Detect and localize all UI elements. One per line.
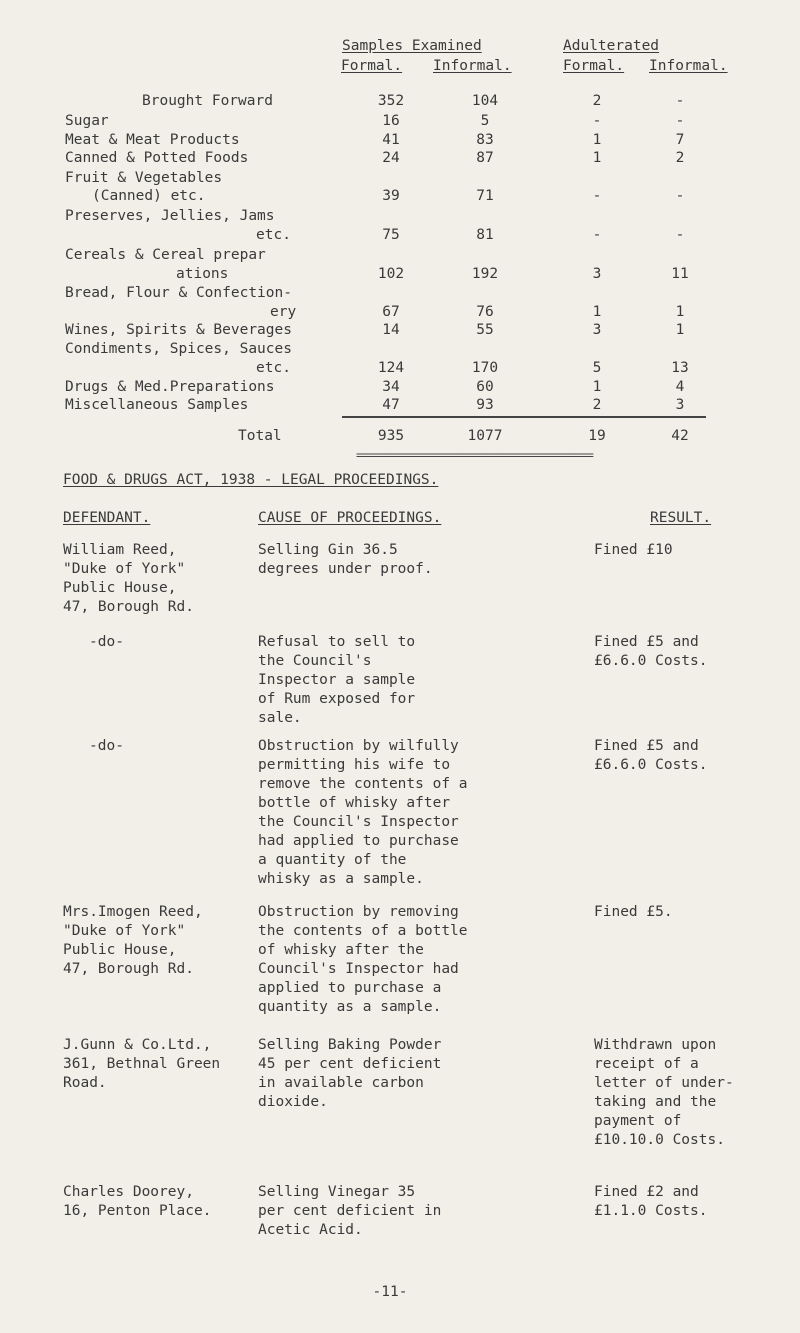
cell-samples-informal: 71 (476, 188, 494, 204)
case-cause: Selling Baking Powder 45 per cent deficient in available carbon dioxide. (258, 1037, 442, 1110)
case-cause: Obstruction by wilfully permitting his wife to remove the contents of a bottle of whisky after the Council's Inspector had applied to purchase a quantity of the whisky as a sample. (258, 738, 468, 887)
row-label: Miscellaneous Samples (65, 397, 249, 413)
case-defendant: William Reed, "Duke of York" Public House, 47, Borough Rd. (63, 542, 194, 615)
cell-samples-formal: 67 (382, 304, 400, 320)
cell-adulterated-informal: - (675, 93, 685, 109)
cell-adulterated-informal: 1 (675, 304, 685, 320)
cell-adulterated-formal: 2 (592, 93, 602, 109)
total-label: Total (238, 428, 282, 444)
header-adulterated-formal: Formal. (563, 58, 625, 74)
cell-adulterated-formal: 1 (592, 132, 602, 148)
case-result: Fined £5 and £6.6.0 Costs. (594, 634, 708, 669)
cell-adulterated-informal: - (675, 227, 685, 243)
cell-samples-formal: 14 (382, 322, 400, 338)
total-samples-informal: 1077 (467, 428, 503, 444)
total-adulterated-formal: 19 (588, 428, 606, 444)
total-adulterated-informal: 42 (671, 428, 689, 444)
case-defendant: Charles Doorey, 16, Penton Place. (63, 1184, 212, 1219)
cell-adulterated-informal: 1 (675, 322, 685, 338)
total-samples-formal: 935 (377, 428, 405, 444)
cell-samples-formal: 124 (377, 360, 405, 376)
double-rule: ========================================== (356, 448, 593, 462)
cell-adulterated-formal: 2 (592, 397, 602, 413)
row-label-continued: ery (270, 304, 297, 320)
row-label: Cereals & Cereal prepar (65, 247, 266, 263)
cell-adulterated-informal: - (675, 188, 685, 204)
case-cause: Selling Vinegar 35 per cent deficient in Acetic Acid. (258, 1184, 442, 1238)
header-samples-formal: Formal. (341, 58, 403, 74)
header-samples-informal: Informal. (433, 58, 512, 74)
cell-adulterated-informal: 7 (675, 132, 685, 148)
row-label-continued: etc. (256, 360, 291, 376)
case-defendant: J.Gunn & Co.Ltd., 361, Bethnal Green Road. (63, 1037, 221, 1091)
cell-samples-informal: 87 (476, 150, 494, 166)
cell-samples-formal: 24 (382, 150, 400, 166)
cell-samples-formal: 75 (382, 227, 400, 243)
row-label: Canned & Potted Foods (65, 150, 249, 166)
case-result: Fined £5 and £6.6.0 Costs. (594, 738, 708, 773)
cell-adulterated-formal: - (592, 227, 602, 243)
cell-adulterated-informal: 11 (671, 266, 689, 282)
row-label: Fruit & Vegetables (65, 170, 223, 186)
cell-adulterated-informal: 13 (671, 360, 689, 376)
cell-samples-informal: 76 (476, 304, 494, 320)
case-defendant: -do- (89, 634, 124, 650)
cell-samples-formal: 16 (382, 113, 400, 129)
header-adulterated: Adulterated (563, 38, 660, 54)
row-label-continued: ations (176, 266, 229, 282)
cell-samples-formal: 39 (382, 188, 400, 204)
row-label: Drugs & Med.Preparations (65, 379, 275, 395)
cell-adulterated-informal: 4 (675, 379, 685, 395)
case-cause: Obstruction by removing the contents of a bottle of whisky after the Council's Inspector had applied to purchase a quantity as a sample. (258, 904, 468, 1015)
case-result: Fined £5. (594, 904, 673, 920)
header-samples-examined: Samples Examined (342, 38, 482, 54)
cell-samples-formal: 102 (377, 266, 405, 282)
cell-adulterated-formal: 3 (592, 322, 602, 338)
row-label: Meat & Meat Products (65, 132, 240, 148)
row-label: Brought Forward (142, 93, 273, 109)
col-defendant: DEFENDANT. (63, 510, 151, 526)
case-result: Withdrawn upon receipt of a letter of under- taking and the payment of £10.10.0 Costs. (594, 1037, 734, 1148)
cell-samples-informal: 60 (476, 379, 494, 395)
cell-samples-informal: 83 (476, 132, 494, 148)
row-label: Preserves, Jellies, Jams (65, 208, 275, 224)
cell-adulterated-informal: 2 (675, 150, 685, 166)
row-label: Wines, Spirits & Beverages (65, 322, 292, 338)
cell-adulterated-formal: 1 (592, 379, 602, 395)
row-label-continued: (Canned) etc. (92, 188, 206, 204)
cell-adulterated-formal: 3 (592, 266, 602, 282)
row-label: Bread, Flour & Confection- (65, 285, 292, 301)
total-rule (342, 416, 706, 418)
case-cause: Refusal to sell to the Council's Inspector a sample of Rum exposed for sale. (258, 634, 416, 726)
col-result: RESULT. (650, 510, 712, 526)
cell-samples-formal: 34 (382, 379, 400, 395)
header-adulterated-informal: Informal. (649, 58, 728, 74)
col-cause: CAUSE OF PROCEEDINGS. (258, 510, 442, 526)
case-cause: Selling Gin 36.5 degrees under proof. (258, 542, 433, 577)
cell-samples-informal: 170 (471, 360, 499, 376)
cell-samples-formal: 352 (377, 93, 405, 109)
cell-samples-informal: 104 (471, 93, 499, 109)
cell-samples-formal: 47 (382, 397, 400, 413)
cell-samples-informal: 55 (476, 322, 494, 338)
case-result: Fined £10 (594, 542, 673, 558)
cell-adulterated-informal: - (675, 113, 685, 129)
cell-samples-informal: 5 (480, 113, 490, 129)
legal-heading: FOOD & DRUGS ACT, 1938 - LEGAL PROCEEDINGS. (63, 472, 439, 488)
cell-adulterated-informal: 3 (675, 397, 685, 413)
cell-adulterated-formal: 1 (592, 150, 602, 166)
case-result: Fined £2 and £1.1.0 Costs. (594, 1184, 708, 1219)
case-defendant: -do- (89, 738, 124, 754)
row-label: Sugar (65, 113, 109, 129)
cell-samples-informal: 81 (476, 227, 494, 243)
cell-adulterated-formal: - (592, 113, 602, 129)
row-label-continued: etc. (256, 227, 291, 243)
page-number: -11- (372, 1284, 408, 1300)
cell-adulterated-formal: - (592, 188, 602, 204)
case-defendant: Mrs.Imogen Reed, "Duke of York" Public House, 47, Borough Rd. (63, 904, 203, 977)
cell-samples-formal: 41 (382, 132, 400, 148)
row-label: Condiments, Spices, Sauces (65, 341, 292, 357)
cell-samples-informal: 93 (476, 397, 494, 413)
cell-adulterated-formal: 5 (592, 360, 602, 376)
cell-adulterated-formal: 1 (592, 304, 602, 320)
cell-samples-informal: 192 (471, 266, 499, 282)
